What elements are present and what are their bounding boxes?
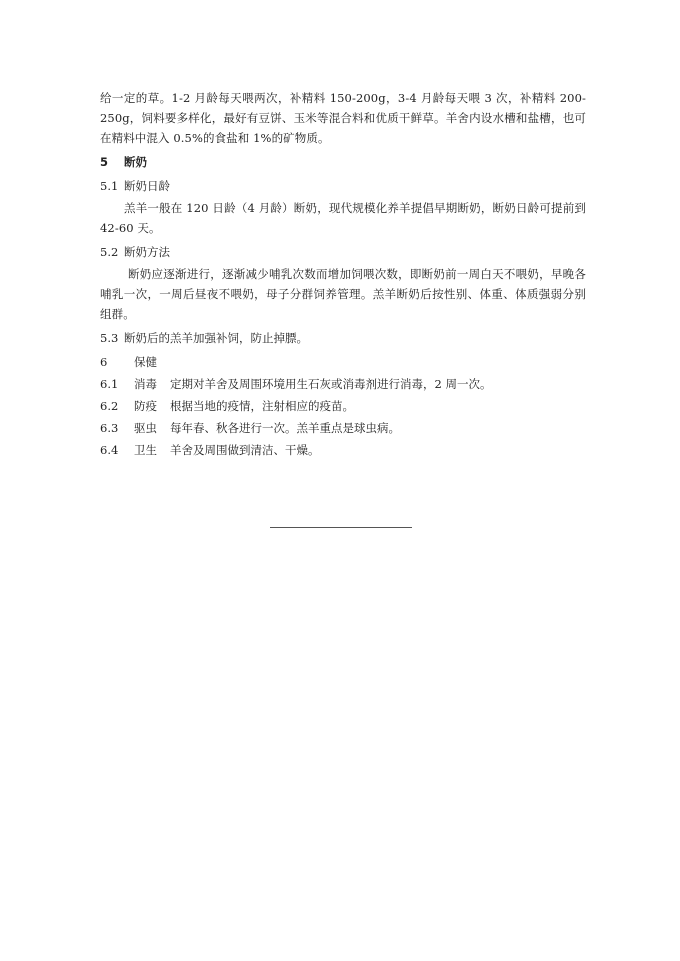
subsection-5-3: [100, 328, 586, 348]
subsection-5-1-title: 断奶日龄: [124, 179, 170, 193]
subsection-5-3-text: 断奶后的羔羊加强补饲，防止掉膘。: [124, 331, 308, 345]
item-term: 卫生: [134, 443, 157, 457]
item-term: 消毒: [134, 377, 157, 391]
item-6-2: [100, 396, 586, 416]
section-5-number: 5: [100, 155, 109, 169]
item-text: 根据当地的疫情，注射相应的疫苗。: [170, 399, 354, 413]
end-of-document-rule: [270, 527, 412, 528]
item-6-1: [100, 374, 586, 394]
item-text: 每年春、秋各进行一次。羔羊重点是球虫病。: [170, 421, 400, 435]
item-number: 6.2: [100, 399, 119, 413]
document-body: [100, 88, 586, 462]
item-text: 羊舍及周围做到清洁、干燥。: [170, 443, 320, 457]
item-number: 6.4: [100, 443, 119, 457]
subsection-5-2-title: 断奶方法: [124, 245, 170, 259]
subsection-5-1-heading: [100, 176, 586, 196]
section-6-heading: [100, 352, 586, 372]
subsection-5-2-text: 断奶应逐渐进行，逐渐减少哺乳次数而增加饲喂次数，即断奶前一周白天不喂奶，早晚各哺乳一次，一周后昼夜不喂奶，母子分群饲养管理。羔羊断奶后按性别、体重、体质强弱分别组群。: [100, 267, 586, 321]
intro-paragraph: 给一定的草。1-2 月龄每天喂两次，补精料 150-200g，3-4 月龄每天喂 3 次，补精料 200-250g，饲料要多样化，最好有豆饼、玉米等混合料和优质干鲜草。羊舍内设水槽和盐槽，也可在精料中混入 0.5%的食盐和 1%的矿物质。: [100, 91, 586, 145]
subsection-5-2-heading: [100, 242, 586, 262]
section-5-heading: [100, 152, 586, 172]
item-number: 6.1: [100, 377, 119, 391]
item-number: 6.3: [100, 421, 119, 435]
item-text: 定期对羊舍及周围环境用生石灰或消毒剂进行消毒，2 周一次。: [170, 377, 492, 391]
subsection-5-2-number: 5.2: [100, 245, 119, 259]
subsection-5-1-text: 羔羊一般在 120 日龄（4 月龄）断奶，现代规模化养羊提倡早期断奶，断奶日龄可提前到 42-60 天。: [100, 201, 586, 235]
section-5-title: 断奶: [124, 155, 147, 169]
item-6-4: [100, 440, 586, 460]
item-6-3: [100, 418, 586, 438]
item-term: 驱虫: [134, 421, 157, 435]
section-6-number: 6: [100, 355, 108, 369]
item-term: 防疫: [134, 399, 157, 413]
subsection-5-3-number: 5.3: [100, 331, 119, 345]
subsection-5-1-number: 5.1: [100, 179, 119, 193]
section-6-title: 保健: [134, 355, 157, 369]
